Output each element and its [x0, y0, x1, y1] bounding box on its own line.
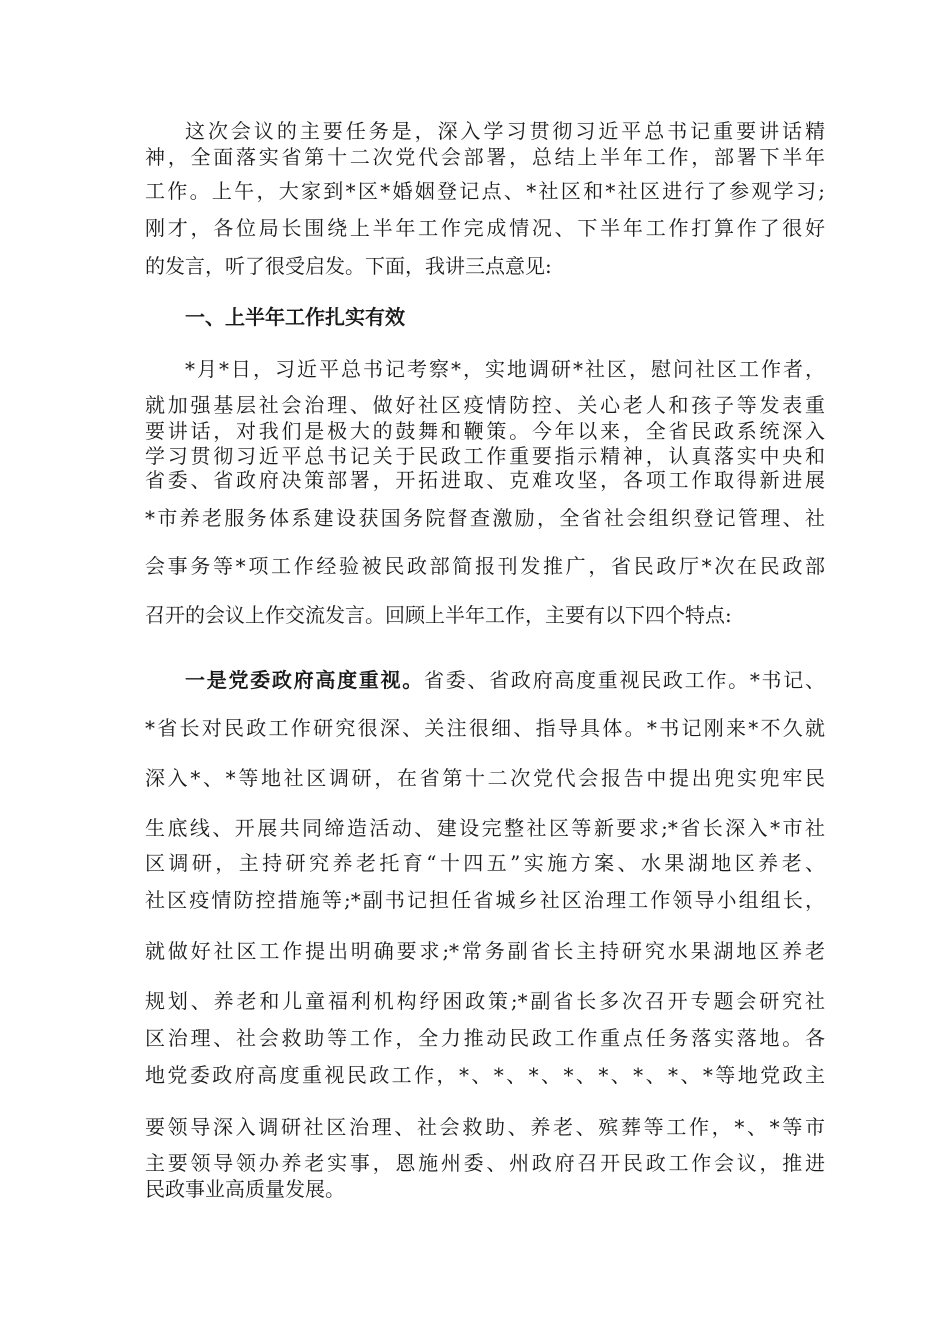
para2-line-6: 社区疫情防控措施等;*副书记担任省城乡社区治理工作领导小组组长， — [145, 888, 825, 912]
para1-line-8: 召开的会议上作交流发言。回顾上半年工作，主要有以下四个特点: — [145, 603, 732, 627]
para2-line-10: 地党委政府高度重视民政工作，*、*、*、*、*、*、*、*等地党政主 — [145, 1063, 825, 1087]
para2-line-12: 主要领导领办养老实事，恩施州委、州政府召开民政工作会议，推进 — [145, 1151, 825, 1175]
para2-line-2: *省长对民政工作研究很深、关注很细、指导具体。*书记刚来*不久就 — [145, 716, 825, 740]
para1-line-2: 就加强基层社会治理、做好社区疫情防控、关心老人和孩子等发表重 — [145, 393, 825, 417]
para2-line-13: 民政事业高质量发展。 — [145, 1177, 345, 1201]
para1-line-6: *市养老服务体系建设获国务院督查激励，全省社会组织登记管理、社 — [145, 506, 825, 530]
intro-line-4: 刚才，各位局长围绕上半年工作完成情况、下半年工作打算作了很好 — [145, 216, 825, 240]
para2-line-7: 就做好社区工作提出明确要求;*常务副省长主持研究水果湖地区养老 — [145, 939, 825, 963]
para1-line-4: 学习贯彻习近平总书记关于民政工作重要指示精神，认真落实中央和 — [145, 444, 825, 468]
para1-line-7: 会事务等*项工作经验被民政部简报刊发推广，省民政厅*次在民政部 — [145, 554, 825, 578]
para2-line-8: 规划、养老和儿童福利机构纾困政策;*副省长多次召开专题会研究社 — [145, 989, 825, 1013]
para2-line-9: 区治理、社会救助等工作，全力推动民政工作重点任务落实落地。各 — [145, 1026, 825, 1050]
intro-line-5: 的发言，听了很受启发。下面，我讲三点意见: — [145, 254, 552, 278]
para2-first-rest: 省委、省政府高度重视民政工作。*书记、 — [423, 668, 825, 692]
para1-line-5: 省委、省政府决策部署，开拓进取、克难攻坚，各项工作取得新进展 — [145, 468, 825, 492]
para1-line-3: 要讲话，对我们是极大的鼓舞和鞭策。今年以来，全省民政系统深入 — [145, 419, 825, 443]
intro-line-2: 神，全面落实省第十二次党代会部署，总结上半年工作，部署下半年 — [145, 145, 825, 169]
intro-line-3: 工作。上午，大家到*区*婚姻登记点、*社区和*社区进行了参观学习; — [145, 179, 825, 203]
para2-line-1 — [185, 667, 825, 693]
para2-lead: 一是党委政府高度重视。 — [185, 668, 424, 692]
para2-line-11: 要领导深入调研社区治理、社会救助、养老、殡葬等工作，*、*等市 — [145, 1115, 825, 1139]
para1-line-1: *月*日，习近平总书记考察*，实地调研*社区，慰问社区工作者， — [185, 357, 825, 381]
para2-line-4: 生底线、开展共同缔造活动、建设完整社区等新要求;*省长深入*市社 — [145, 816, 825, 840]
intro-line-1: 这次会议的主要任务是，深入学习贯彻习近平总书记重要讲话精 — [185, 119, 825, 143]
para2-line-5: 区调研，主持研究养老托育“十四五”实施方案、水果湖地区养老、 — [145, 851, 825, 875]
section-heading: 一、上半年工作扎实有效 — [185, 305, 405, 329]
para2-line-3: 深入*、*等地社区调研，在省第十二次党代会报告中提出兜实兜牢民 — [145, 766, 825, 790]
